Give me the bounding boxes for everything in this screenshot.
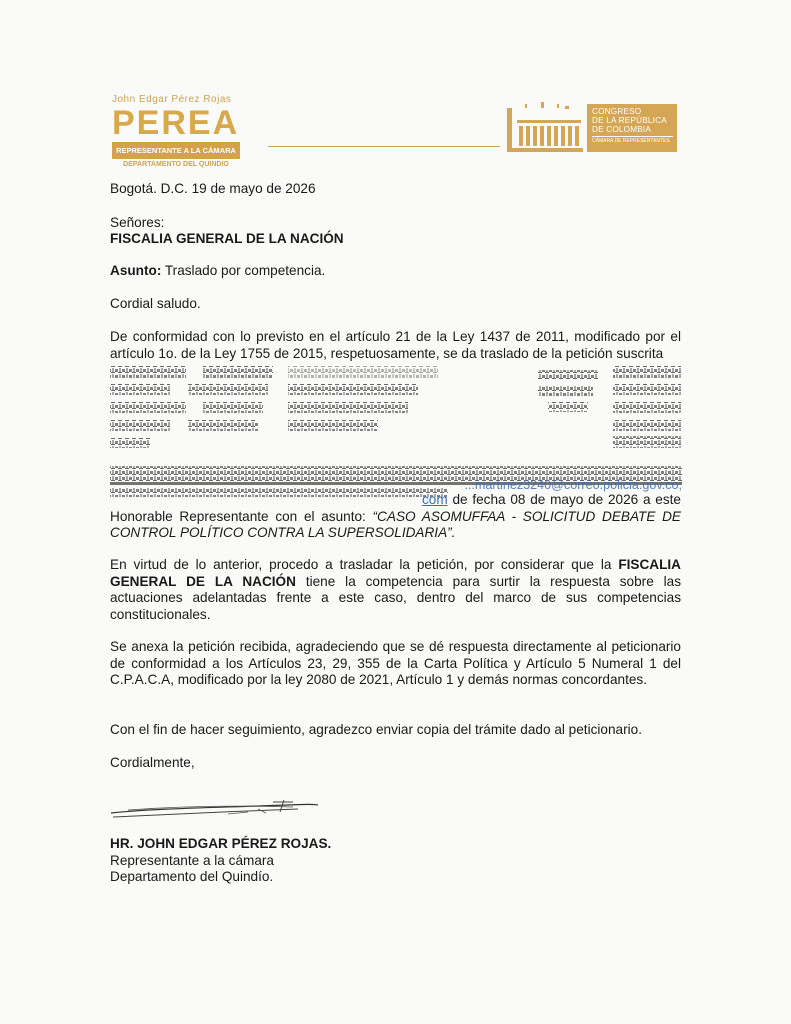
signer-department: Departamento del Quindío. [110,869,274,884]
closing: Cordialmente, [110,755,195,770]
salutation: Señores: [110,215,165,230]
paragraph-4: Con el fin de hacer seguimiento, agradezco enviar copia del trámite dado al peticionario. [110,722,642,737]
greeting: Cordial saludo. [110,296,201,311]
subject-line [110,263,681,280]
capitol-icon [505,100,585,154]
logo-name: John Edgar Pérez Rojas [112,94,232,105]
logo-title: PEREA [112,104,240,142]
email-fragment: ...martinez3240@correo.policia.gov.co, [464,478,682,492]
recipient: FISCALIA GENERAL DE LA NACIÓN [110,231,344,246]
subject-label: Asunto: [110,263,162,278]
petition-subject: “CASO ASOMUFFAA - SOLICITUD DEBATE DE CONTROL POLÍTICO CONTRA LA SUPERSOLIDARIA”. [110,508,681,541]
logo-department: DEPARTAMENTO DEL QUINDIO [123,161,229,168]
perea-logo [112,94,244,168]
congress-label: CONGRESO DE LA REPÚBLICA DE COLOMBIA CÁMARA DE REPRESENTANTES [587,104,677,152]
paragraph-1: De conformidad con lo previsto en el artículo 21 de la Ley 1437 de 2011, modificado por el artículo 1o. de la Ley 1755 de 2015, respetuosamente, se da traslado de la petición suscrita [110,329,681,361]
signer-name: HR. JOHN EDGAR PÉREZ ROJAS. [110,836,332,851]
letter-date: Bogotá. D.C. 19 de mayo de 2026 [110,181,316,196]
header-divider [268,146,500,147]
congress-logo [505,100,677,154]
paragraph-2: En virtud de lo anterior, procedo a trasladar la petición, por considerar que la FISCALIA GENERAL DE LA NACIÓN tiene la competencia para surtir la respuesta sobre las actuaciones adelantadas frente a este caso, dentro del marco de sus competencias constitucionales. [110,557,681,622]
signature-image [108,796,323,826]
signer-role: Representante a la cámara [110,853,274,868]
paragraph-2-recipient: FISCALIA GENERAL DE LA NACIÓN [110,557,681,589]
subject-text: Traslado por competencia. [161,263,326,278]
logo-subtitle: REPRESENTANTE A LA CÁMARA [112,142,240,159]
email-link[interactable]: com [422,492,448,507]
paragraph-3: Se anexa la petición recibida, agradeciendo que se dé respuesta directamente al peticionario de conformidad a los Artículos 23, 29, 355 de la Carta Política y Artículo 5 Numeral 1 del C.P.A.C.A, modificado por la ley 2080 de 2021, Artículo 1 y demás normas concordantes. [110,639,681,688]
paragraph-1-continued: com de fecha 08 de mayo de 2026 a este Honorable Representante con el asunto: “CASO ASOMUFFAA - SOLICITUD DEBATE DE CONTROL POLÍTICO CONTRA LA SUPERSOLIDARIA”. [110,492,681,541]
